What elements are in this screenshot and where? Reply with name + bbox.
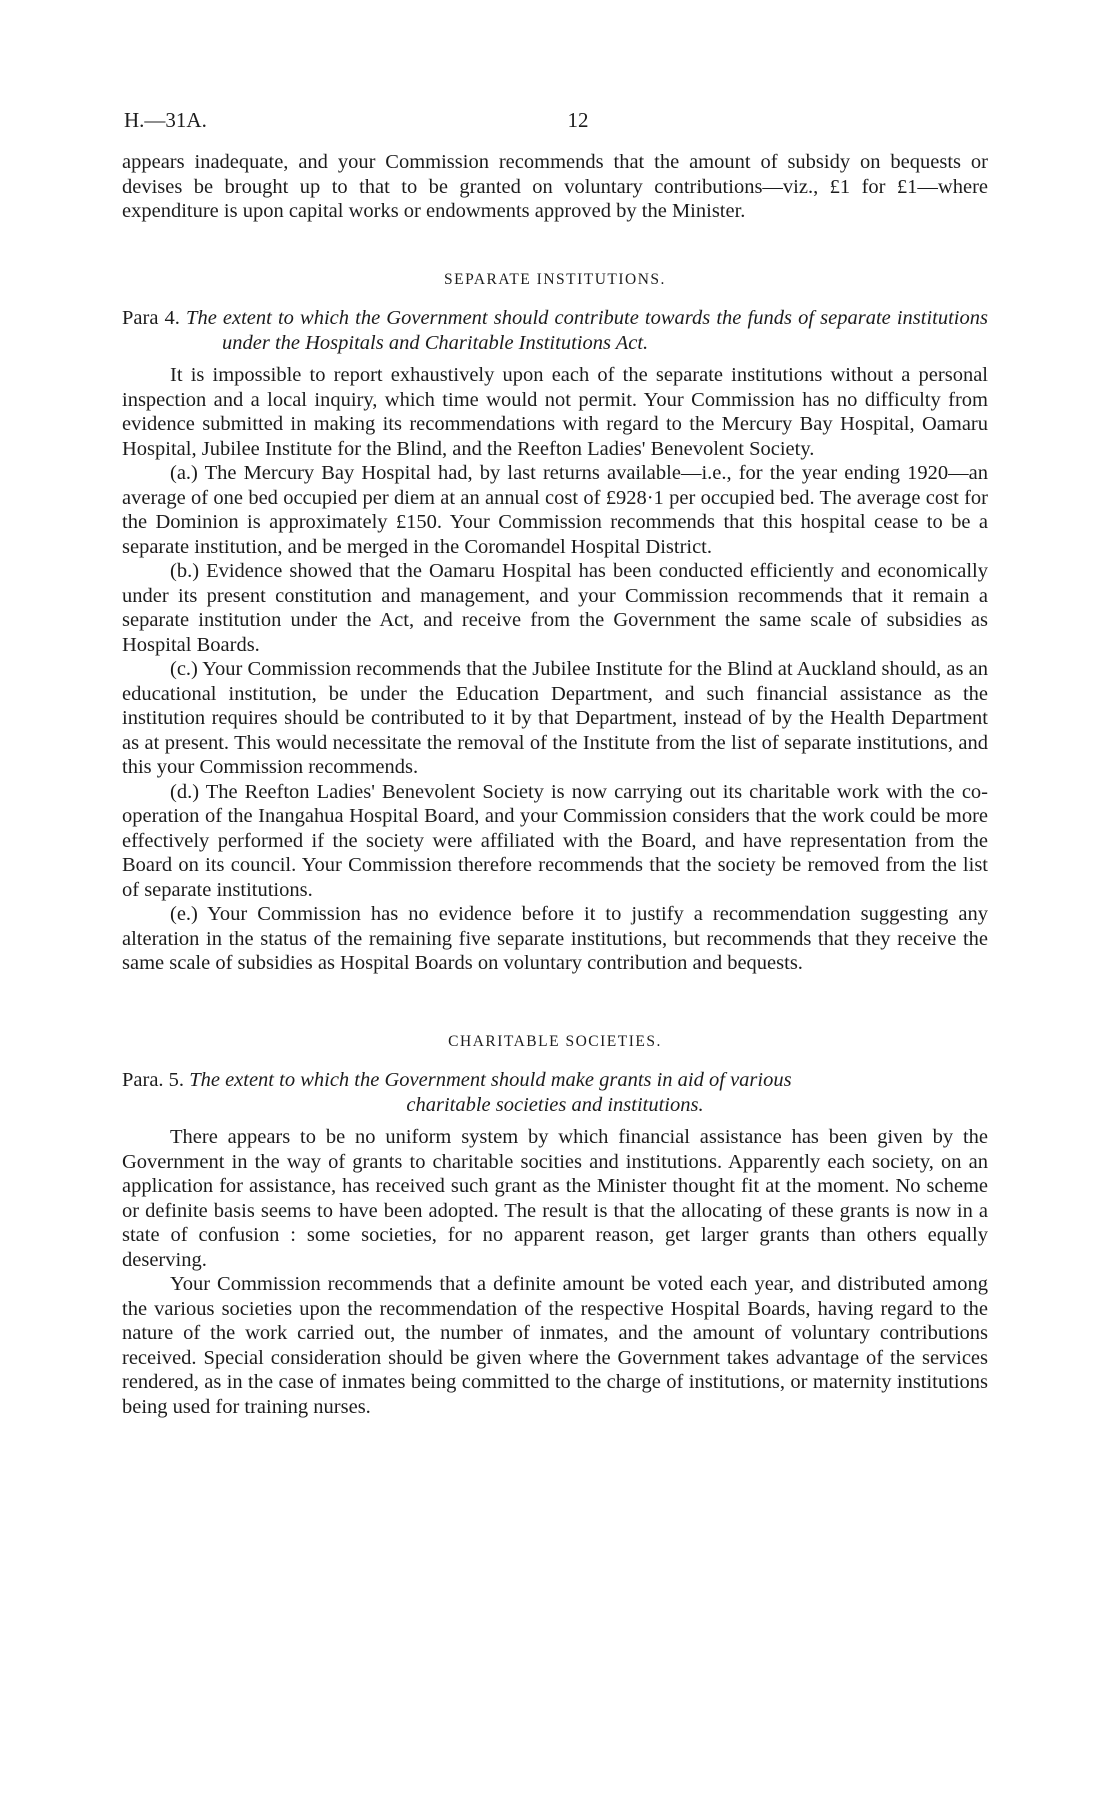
section2-paragraph: Your Commission recommends that a definite amount be voted each year, and distributed among the various societies upon the recommendation of the respective Hospital Boards, having regard to the nature of the work carried out, the number of inmates, and the amount of voluntary contributions received. Special consideration should be given where the Government takes advantage of the services rendered, as in the case of inmates being committed to the charge of institutions, or maternity institutions being used for training nurses. bbox=[122, 1273, 988, 1418]
document-body bbox=[122, 150, 988, 1419]
section-heading-charitable-societies: CHARITABLE SOCIETIES. bbox=[448, 1032, 662, 1050]
para-5-text-line2: charitable societies and institutions. bbox=[406, 1093, 704, 1116]
para-5-label: Para. 5. bbox=[122, 1069, 185, 1091]
para-4-label: Para 4. bbox=[122, 307, 180, 329]
para-5-title-line1 bbox=[122, 1068, 988, 1093]
section2-paragraph: There appears to be no uniform system by which financial assistance has been given by the Government in the way of grants to charitable socities and institutions. Apparently each society, on an application for assistance, has received such grant as the Minister thought fit at the moment. No scheme or definite basis seems to have been adopted. The result is that the allocating of these grants is now in a state of confusion : some societies, for no apparent reason, get larger grants than others equally deserving. bbox=[122, 1126, 988, 1271]
section-heading-separate-institutions: SEPARATE INSTITUTIONS. bbox=[444, 270, 666, 288]
para-4-text: The extent to which the Government should contribute towards the funds of separate institutions under the Hospitals and Charitable Institutions Act. bbox=[186, 307, 988, 354]
para-4-title bbox=[122, 306, 988, 355]
para-5-text-line1: The extent to which the Government should make grants in aid of various bbox=[189, 1069, 792, 1091]
intro-paragraph: appears inadequate, and your Commission recommends that the amount of subsidy on bequests or devises be brought up to that to be granted on voluntary contributions—viz., £1 for £1—where expenditure is upon capital works or endowments approved by the Minister. bbox=[122, 151, 988, 222]
section1-paragraph: (b.) Evidence showed that the Oamaru Hospital has been conducted efficiently and economically under its present constitution and management, and your Commission recommends that it remain a separate institution under the Act, and receive from the Government the same scale of subsidies as Hospital Boards. bbox=[122, 560, 988, 656]
page-header bbox=[124, 108, 980, 138]
document-reference: H.—31A. bbox=[124, 108, 207, 132]
para-5-title bbox=[122, 1068, 988, 1117]
section1-paragraph: It is impossible to report exhaustively upon each of the separate institutions without a personal inspection and a local inquiry, which time would not permit. Your Commission has no difficulty from evidence submitted in making its recommendations with regard to the Mercury Bay Hospital, Oamaru Hospital, Jubilee Institute for the Blind, and the Reefton Ladies' Benevolent Society. bbox=[122, 364, 988, 460]
section1-paragraph: (d.) The Reefton Ladies' Benevolent Society is now carrying out its charitable work with the co-operation of the Inangahua Hospital Board, and your Commission considers that the work could be more effectively performed if the society were affiliated with the Board, and have representation from the Board on its council. Your Commission therefore recommends that the society be removed from the list of separate institutions. bbox=[122, 780, 988, 901]
section1-paragraph: (e.) Your Commission has no evidence before it to justify a recommendation suggesting any alteration in the status of the remaining five separate institutions, but recommends that they receive the same scale of subsidies as Hospital Boards on voluntary contribution and bequests. bbox=[122, 903, 988, 974]
page-number: 12 bbox=[567, 108, 589, 132]
section1-paragraph: (a.) The Mercury Bay Hospital had, by last returns available—i.e., for the year ending 1920—an average of one bed occupied per diem at an annual cost of £928·1 per occupied bed. The average cost for the Dominion is approximately £150. Your Commission recommends that this hospital cease to be a separate institution, and be merged in the Coromandel Hospital District. bbox=[122, 462, 988, 558]
section1-paragraph: (c.) Your Commission recommends that the Jubilee Institute for the Blind at Auckland should, as an educational institution, be under the Education Department, and such financial assistance as the institution requires should be contributed to it by that Department, instead of by the Health Department as at present. This would necessitate the removal of the Institute from the list of separate institutions, and this your Commission recommends. bbox=[122, 658, 988, 778]
